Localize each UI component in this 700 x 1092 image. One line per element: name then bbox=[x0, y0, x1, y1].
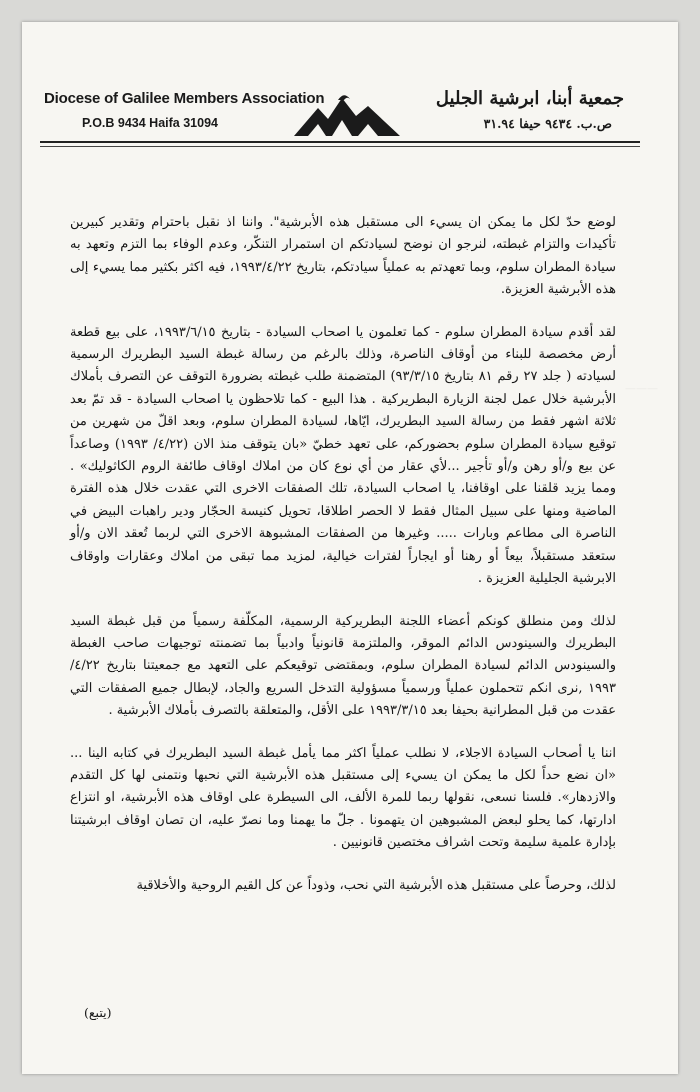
letter-page bbox=[22, 22, 678, 1074]
po-box-english: P.O.B 9434 Haifa 31094 bbox=[82, 116, 218, 130]
paragraph-3: لذلك ومن منطلق كونكم أعضاء اللجنة البطريركية الرسمية، المكلّفة رسمياً من قبل غبطة السيد البطريرك والسينودس الدائم الموقر، والملتزمة قانونياً وادبياً بما تضمنته توجيهات صاحب الغبطة والسينودس الدائم لسيادة المطران سلوم، وبمقتضى توقيعكم على التعهد مع جمعيتنا بتاريخ ٤/٢٢/ ١٩٩٣ ,نرى انكم تتحملون عملياً ورسمياً مسؤولية التدخل السريع والجاد، لإبطال جميع الصفقات التي عقدت من قبل المطرانية بحيفا بعد ١٩٩٣/٣/١٥ على الأقل، والمتعلقة بالتصرف بأملاك الأبرشية . bbox=[70, 613, 616, 719]
org-name-english: Diocese of Galilee Members Association bbox=[44, 90, 325, 107]
letterhead bbox=[22, 22, 678, 152]
bleed-through-text: ——— bbox=[625, 382, 658, 395]
paragraph-5: لذلك، وحرصاً على مستقبل هذه الأبرشية التي نحب، وذوداً عن كل القيم الروحية والأخلاقية bbox=[136, 877, 616, 893]
po-box-arabic: ص.ب. ٩٤٣٤ حيفا ٣١.٩٤ bbox=[483, 116, 612, 131]
paragraph-4: اننا يا أصحاب السيادة الاجلاء، لا نطلب عملياً اكثر مما يأمل غبطة السيد البطريرك في كتابه الينا ... «ان نضع حداً لكل ما يمكن ان يسيء إلى مستقبل هذه الأبرشية التي نحبها ونتمنى لها كل التقدم والازدهار». فلسنا نسعى، نقولها ربما للمرة الألف، الى السيطرة على اوقاف هذه الأبرشية، او انتزاع ادارتها، كما يحلو لبعض المشبوهين ان يتهمونا . جلّ ما يهمنا وما نصرّ عليه، ان تصان اوقاف ابرشيتنا بإدارة علمية سليمة وتحت اشراف مختصين قانونيين . bbox=[70, 745, 616, 851]
paragraph-2: لقد أقدم سيادة المطران سلوم - كما تعلمون يا اصحاب السيادة - بتاريخ ١٩٩٣/٦/١٥، على بيع قطعة أرض مخصصة للبناء من أوقاف الناصرة، وذلك بالرغم من رسالة غبطة السيد البطريرك الرسمية لسيادته ( جلد ٢٧ رقم ٨١ بتاريخ ٩٣/٣/١٥) المتضمنة طلب غبطته بضرورة التوقف عن التصرف بأملاك الأبرشية خلال عمل لجنة الزيارة البطريركية . هذا البيع - كما تلاحظون يا اصحاب السيادة - قد تمّ بعد ثلاثة اشهر فقط من رسالة السيد البطريرك، ايّاها، لسيادة المطران سلوم، وبعد اقلّ من شهرين من توقيع سيادة المطران سلوم بحضوركم، على تعهد خطيّ «بان يتوقف منذ الان (٤/٢٢/ ١٩٩٣) وصاعداً عن بيع و/أو رهن و/أو تأجير ...لأي عقار من أي نوع كان من املاك اوقاف طائفة الروم الكاثوليك» . ومما يزيد قلقنا على اوقافنا، يا اصحاب السيادة، تلك الصفقات الاخرى التي عقدت خلال هذه الفترة الماضية ومنها على سبيل المثال فقط لا الحصر اطلاقا، تحويل كنيسة الحجّار ودير راهبات البيض في الناصرة الى مطاعم وبارات ..... وغيرها من الصفقات المشبوهة الاخرى التي لربما تُعقد الان و/أو ستعقد مستقبلاً، بيعاً أو رهنا أو ايجاراً لفترات خيالية، لمزيد مما تبقى من املاك وعقارات واوقاف الابرشية الجليلية العزيزة . bbox=[70, 324, 617, 587]
continued-note: (يتبع) bbox=[84, 1005, 112, 1020]
org-name-arabic: جمعية أبنا، ابرشية الجليل bbox=[435, 88, 624, 109]
paragraph-1: لوضع حدّ لكل ما يمكن ان يسيء الى مستقبل هذه الأبرشية". واننا اذ نقبل باحترام وتقدير كبيرين تأكيدات والتزام غبطته، لنرجو ان نوضح لسيادتكم ان استمرار التنكّر، وعدم الوفاء بما التزم وتعهد به سيادة المطران سلوم، وبما تعهدتم به عملياً سيادتكم، بتاريخ ١٩٩٣/٤/٢٢، فيه اكثر بكثير مما يسيء إلى هذه الأبرشية العزيزة. bbox=[70, 215, 616, 298]
header-rule-thick bbox=[40, 141, 640, 143]
letter-body bbox=[70, 212, 616, 917]
association-logo-icon bbox=[292, 92, 402, 138]
header-rule-thin bbox=[40, 146, 640, 147]
